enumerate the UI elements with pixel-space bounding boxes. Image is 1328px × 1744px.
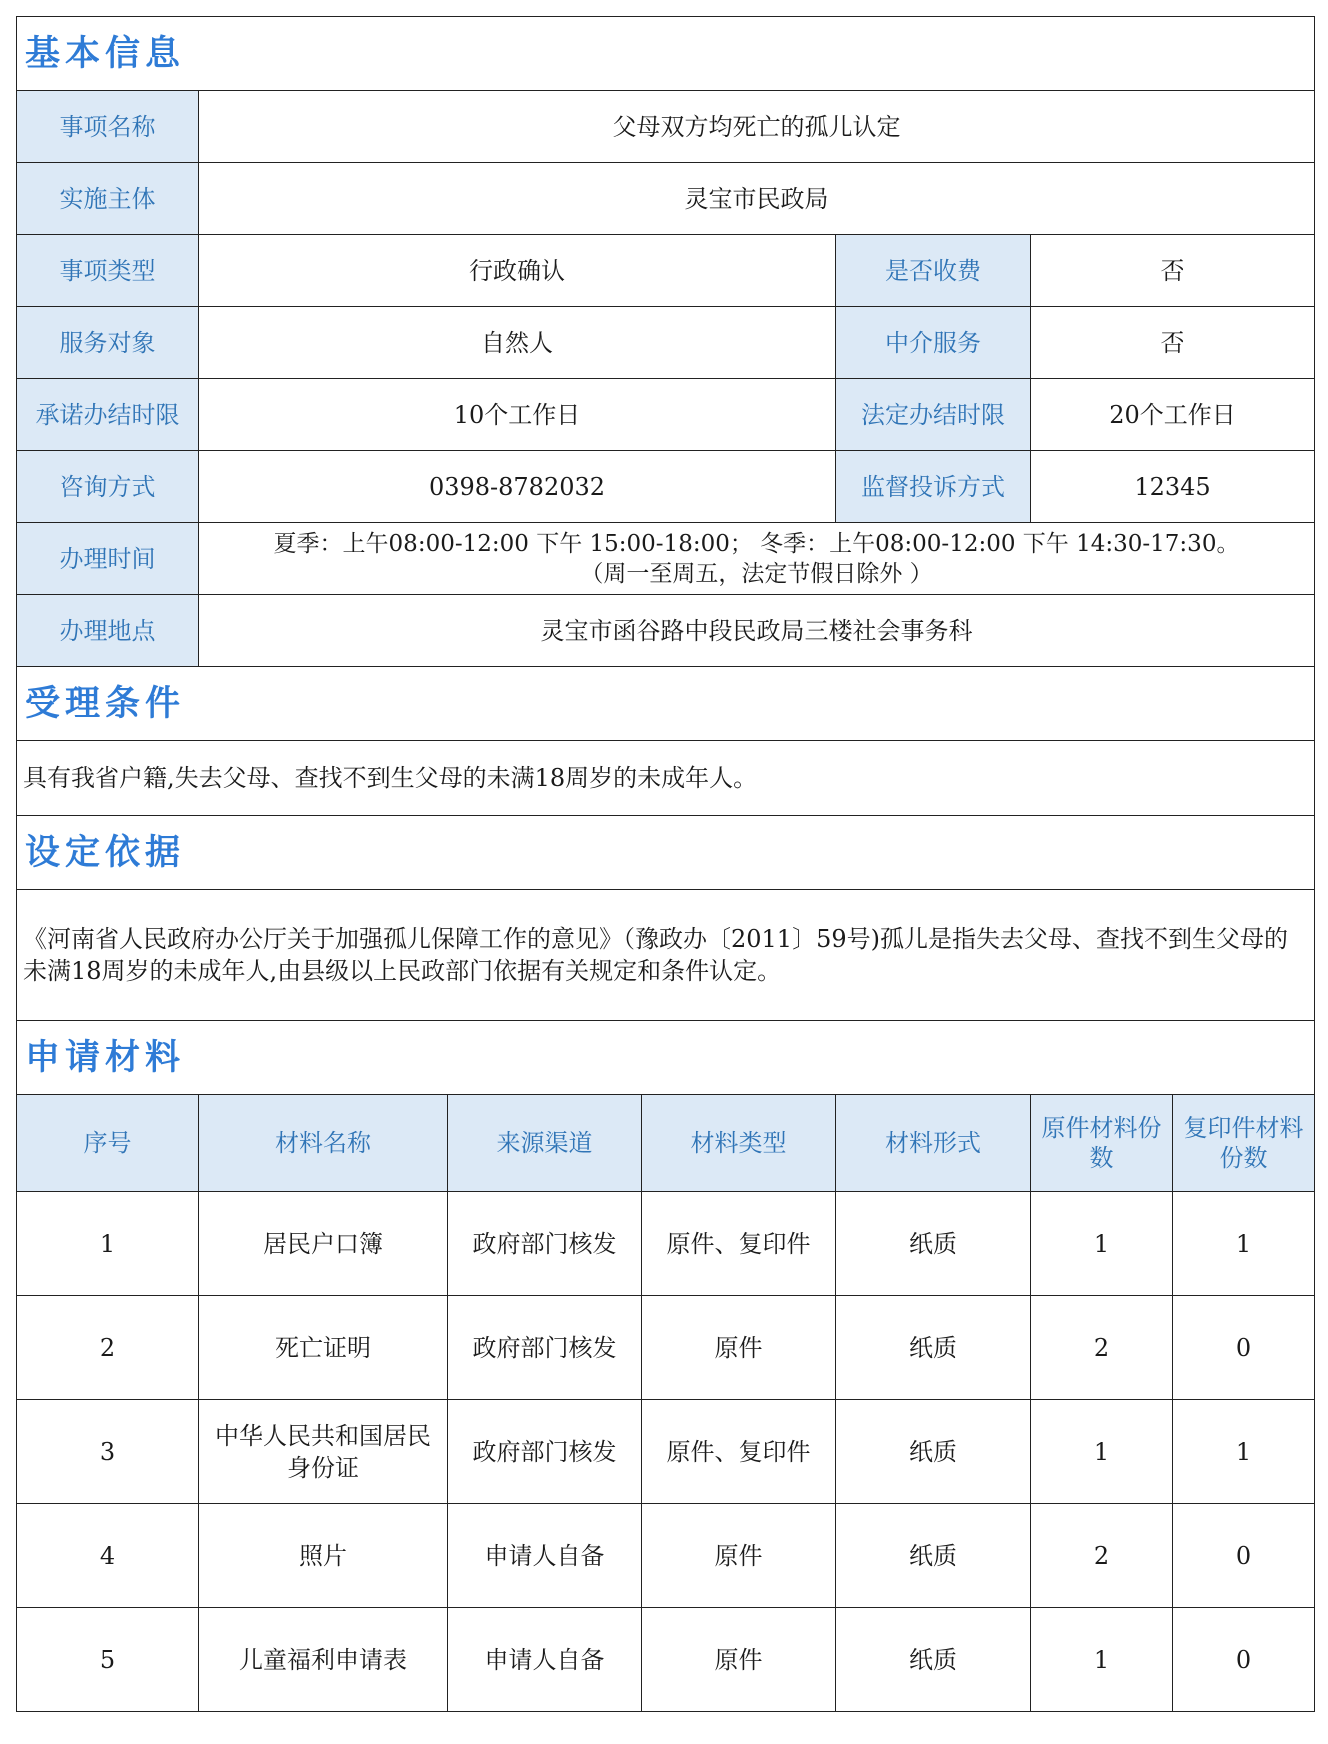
material-copy-count: 0 — [1173, 1296, 1315, 1400]
material-index: 2 — [17, 1296, 199, 1400]
promised-limit-value: 10个工作日 — [199, 379, 836, 451]
material-copy-count: 1 — [1173, 1192, 1315, 1296]
materials-header-original-count: 原件材料份数 — [1031, 1095, 1173, 1192]
hours-line-2: （周一至周五，法定节假日除外 ） — [580, 560, 933, 587]
conditions-text: 具有我省户籍,失去父母、查找不到生父母的未满18周岁的未成年人。 — [17, 741, 1315, 816]
material-source: 政府部门核发 — [448, 1296, 642, 1400]
promised-limit-label: 承诺办结时限 — [17, 379, 199, 451]
materials-header-form: 材料形式 — [836, 1095, 1031, 1192]
material-type: 原件 — [642, 1504, 836, 1608]
material-index: 5 — [17, 1608, 199, 1712]
complaint-value: 12345 — [1031, 451, 1315, 523]
material-source: 政府部门核发 — [448, 1192, 642, 1296]
location-value: 灵宝市函谷路中段民政局三楼社会事务科 — [199, 595, 1315, 667]
consult-value: 0398-8782032 — [199, 451, 836, 523]
service-guide-table — [16, 16, 1315, 1712]
consult-label: 咨询方式 — [17, 451, 199, 523]
section-title-materials: 申请材料 — [17, 1021, 1315, 1095]
material-name: 居民户口簿 — [199, 1192, 448, 1296]
legal-limit-value: 20个工作日 — [1031, 379, 1315, 451]
materials-header-index: 序号 — [17, 1095, 199, 1192]
service-target-value: 自然人 — [199, 307, 836, 379]
intermediary-value: 否 — [1031, 307, 1315, 379]
material-copy-count: 1 — [1173, 1400, 1315, 1504]
material-form: 纸质 — [836, 1400, 1031, 1504]
materials-header-type: 材料类型 — [642, 1095, 836, 1192]
item-name-value: 父母双方均死亡的孤儿认定 — [199, 91, 1315, 163]
table-row — [17, 1296, 1315, 1400]
material-source: 申请人自备 — [448, 1504, 642, 1608]
material-source: 申请人自备 — [448, 1608, 642, 1712]
table-row — [17, 1400, 1315, 1504]
table-row — [17, 1192, 1315, 1296]
service-target-label: 服务对象 — [17, 307, 199, 379]
materials-header-name: 材料名称 — [199, 1095, 448, 1192]
location-label: 办理地点 — [17, 595, 199, 667]
fee-label: 是否收费 — [836, 235, 1031, 307]
material-original-count: 1 — [1031, 1192, 1173, 1296]
item-type-value: 行政确认 — [199, 235, 836, 307]
section-title-conditions: 受理条件 — [17, 667, 1315, 741]
implementer-label: 实施主体 — [17, 163, 199, 235]
basis-text: 《河南省人民政府办公厅关于加强孤儿保障工作的意见》（豫政办〔2011〕59号)孤儿是指失去父母、查找不到生父母的未满18周岁的未成年人,由县级以上民政部门依据有关规定和条件认定。 — [17, 890, 1315, 1021]
material-original-count: 1 — [1031, 1400, 1173, 1504]
item-name-label: 事项名称 — [17, 91, 199, 163]
material-form: 纸质 — [836, 1192, 1031, 1296]
material-index: 1 — [17, 1192, 199, 1296]
material-source: 政府部门核发 — [448, 1400, 642, 1504]
material-original-count: 2 — [1031, 1296, 1173, 1400]
material-name: 死亡证明 — [199, 1296, 448, 1400]
material-type: 原件、复印件 — [642, 1400, 836, 1504]
section-title-basis: 设定依据 — [17, 816, 1315, 890]
table-row — [17, 1608, 1315, 1712]
material-form: 纸质 — [836, 1296, 1031, 1400]
material-copy-count: 0 — [1173, 1504, 1315, 1608]
table-row — [17, 1504, 1315, 1608]
implementer-value: 灵宝市民政局 — [199, 163, 1315, 235]
material-type: 原件 — [642, 1608, 836, 1712]
hours-value — [199, 523, 1315, 595]
material-type: 原件 — [642, 1296, 836, 1400]
material-type: 原件、复印件 — [642, 1192, 836, 1296]
section-title-basic-info: 基本信息 — [17, 17, 1315, 91]
material-original-count: 1 — [1031, 1608, 1173, 1712]
material-copy-count: 0 — [1173, 1608, 1315, 1712]
material-index: 3 — [17, 1400, 199, 1504]
materials-header-source: 来源渠道 — [448, 1095, 642, 1192]
materials-header-copy-count: 复印件材料份数 — [1173, 1095, 1315, 1192]
fee-value: 否 — [1031, 235, 1315, 307]
material-index: 4 — [17, 1504, 199, 1608]
material-form: 纸质 — [836, 1608, 1031, 1712]
hours-label: 办理时间 — [17, 523, 199, 595]
material-name: 照片 — [199, 1504, 448, 1608]
material-original-count: 2 — [1031, 1504, 1173, 1608]
legal-limit-label: 法定办结时限 — [836, 379, 1031, 451]
complaint-label: 监督投诉方式 — [836, 451, 1031, 523]
service-guide-sheet — [16, 16, 1314, 1712]
material-name: 中华人民共和国居民身份证 — [199, 1400, 448, 1504]
material-name: 儿童福利申请表 — [199, 1608, 448, 1712]
intermediary-label: 中介服务 — [836, 307, 1031, 379]
item-type-label: 事项类型 — [17, 235, 199, 307]
material-form: 纸质 — [836, 1504, 1031, 1608]
hours-line-1: 夏季：上午08:00-12:00 下午 15:00-18:00； 冬季：上午08:00-12:00 下午 14:30-17:30。 — [273, 530, 1240, 557]
